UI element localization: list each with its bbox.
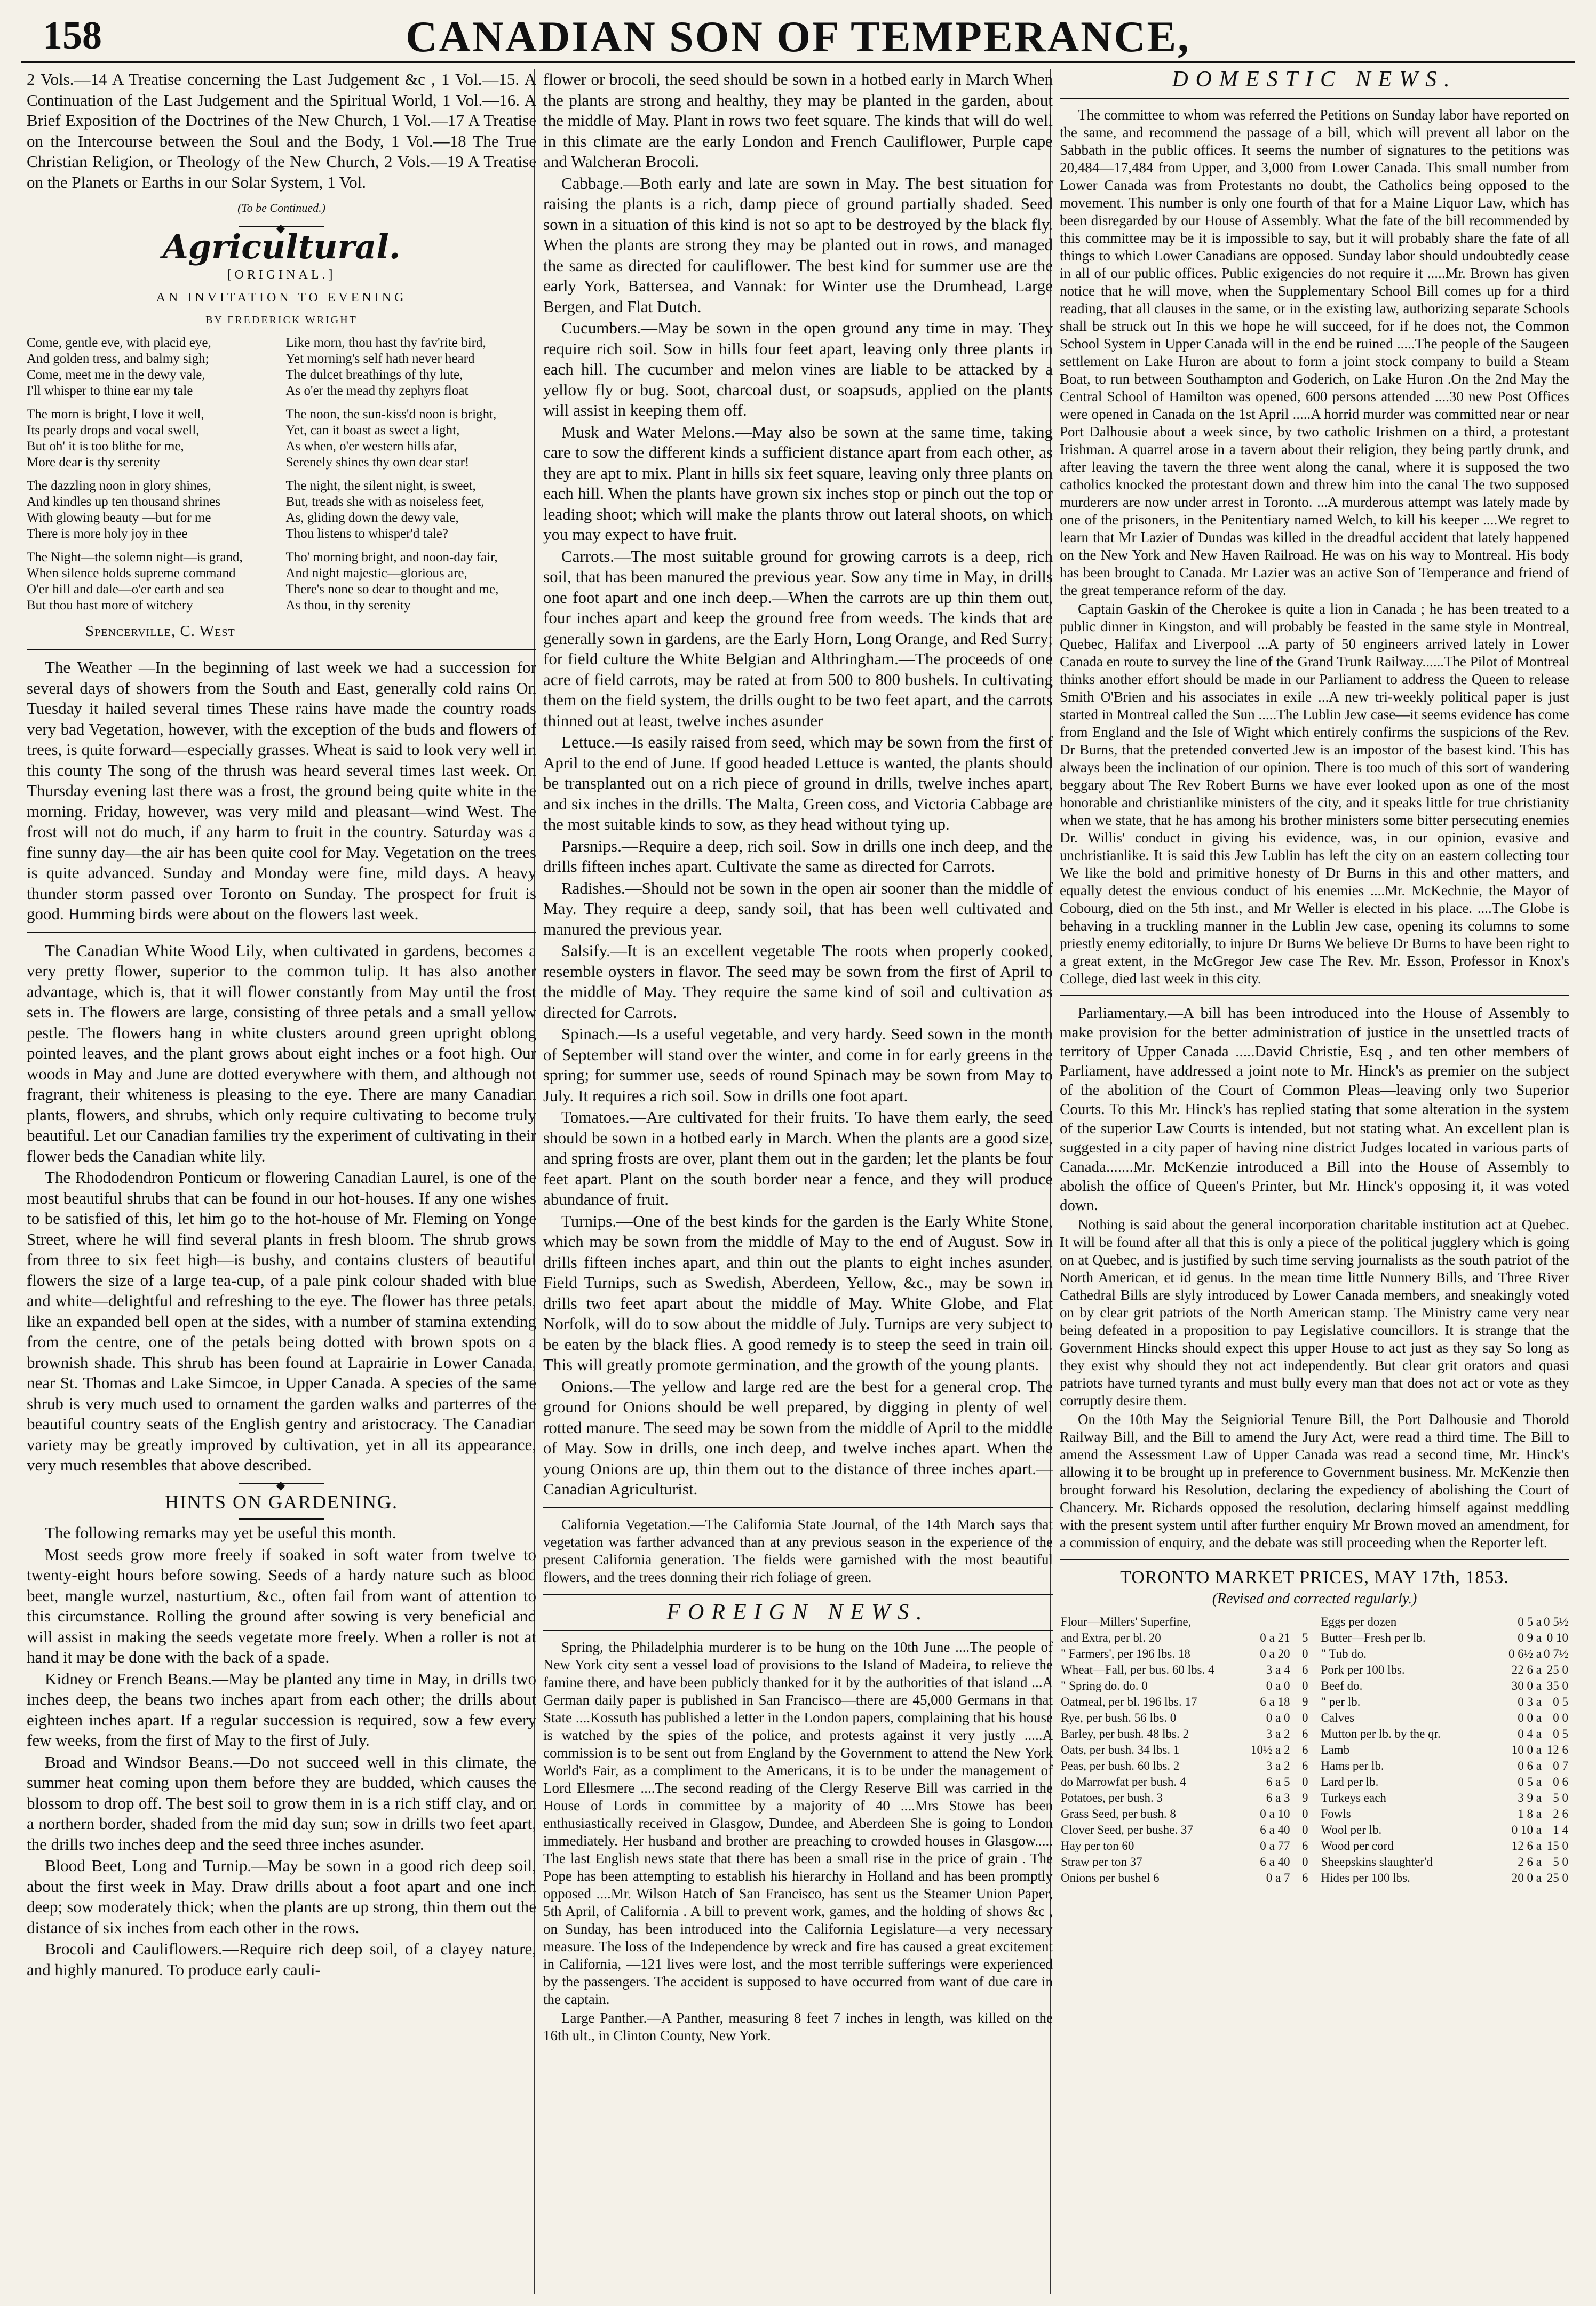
parliament-news: Nothing is said about the general incorporation charitable institution act at Quebec. It will be found after all that this is only a piece of the political jugglery which is going on at Quebec, and is justified by such time serving journalists as the south patriot of the North American, et id genus. In the mean time little Nunnery Bills, and Three River Cathedral Bills are slyly introduced by Lower Canada members, and sneakingly voted on by clear grit patriots of the North American stamp. The Ministry came very near being defeated in a proposition to pay Legislative councillors. It is strange that the Government Hincks should expect this upper House to act just as they say So long as they exist why should they not act independently. But clear grit orators and quasi patriots have turned tyrants and must bully every man that does not act or vote as they corruptly desire them. [1060, 1216, 1569, 1409]
gardening-paragraph: Spinach.—Is a useful vegetable, and very hardy. Seed sown in the month of September will stand over the winter, and come in for early greens in the spring; for summer use, seeds of round Spinach may be sown from May to July. It requires a rich soil. Sow in drills one foot apart. [543, 1024, 1053, 1105]
market-row [1320, 1774, 1570, 1790]
market-row [1060, 1630, 1309, 1646]
foreign-news-body: Spring, the Philadelphia murderer is to be hung on the 10th June ....The people of New York city sent a vessel load of provisions to the Island of Madeira, to relieve the famine there, and have been publicly thanked for it by the authorities of that island ...A German daily paper is published in San Francisco—there are 45,000 Germans in that State ....Kossuth has published a letter in the London papers, complaining that his house is watched by the spies of the police, and protests against it very justly .....A commission is to be sent out from England by the Government to attend the New York World's Fair, as a compliment to the Americans, it is to be under the management of Lord Ellesmere ....The second reading of the Clergy Reserve Bill was carried in the House of Lords in committee by a majority of 40 ....Mrs Stowe has been enthusiastically received in Glasgow, Dundee, and Aberdeen She is going to London immediately. Her husband and brother are preaching to crowded houses in Glasgow..... The last English news state that there has been a small rise in the price of grain . The Pope has been attempting to establish his hierarchy in Holland and has been promptly opposed ....Mr. Wilson Hatch of San Francisco, has sent us the Steamer Union Paper, 5th April, of California . A bill to prevent work, games, and the holding of shows &c , on Sunday, has been introduced into the California Legislature—a very necessary measure. The loss of the Independence by wreck and fire has caused a great excitement in California, —121 lives were lost, and the most terrible sufferings were experienced by the passengers. The accident is supposed to have occurred from want of due care in the captain. [543, 1639, 1053, 2007]
market-cell: 20 0 a [1511, 1871, 1542, 1884]
market-cell: 0 0 [1553, 1711, 1568, 1724]
market-cell: 35 0 [1546, 1679, 1568, 1692]
market-cell: " Tub do. [1321, 1647, 1367, 1660]
market-row [1320, 1662, 1570, 1678]
market-cell: 0 6 [1553, 1775, 1568, 1788]
market-cell: 12 6 a [1511, 1839, 1542, 1852]
market-cell: 9 [1302, 1695, 1308, 1708]
gardening-paragraph: Onions.—The yellow and large red are the best for a general crop. The ground for Onions should be well prepared, by digging in plenty of well rotted manure. The seed may be sown from the middle of April to the middle of May. Sow in drills, one inch deep, and twelve inches apart. When the young Onions are up, thin them out to the distance of three inches apart.—Canadian Agriculturist. [543, 1377, 1053, 1498]
market-cell: Potatoes, per bush. 3 [1061, 1791, 1163, 1804]
market-cell: 0 0 a [1518, 1711, 1542, 1724]
gardening-paragraph: Salsify.—It is an excellent vegetable The roots when properly cooked, resemble oysters in flavor. The seed may be sown from the first of April to the middle of May. They require the same kind of soil and cultivation as directed for Carrots. [543, 941, 1053, 1022]
market-row [1060, 1694, 1309, 1710]
hints-title: HINTS ON GARDENING. [165, 1491, 398, 1513]
market-row [1060, 1790, 1309, 1806]
market-cell: Rye, per bush. 56 lbs. 0 [1061, 1711, 1177, 1724]
market-cell: Onions per bushel 6 [1061, 1871, 1160, 1884]
article-weather: The Weather —In the beginning of last week we had a succession for several days of showers from the South and East, generally cold rains On Tuesday it hailed several times These rains have made the country roads very bad Vegetation, however, with the exception of the buds and flowers of trees, is quite forward—especially grasses. Wheat is said to look very well in this county The song of the thrush was heard several times last week. On Thursday evening last there was a frost, the ground being quite white in the morning. Friday, however, was very mild and pleasant—wind West. The frost will not do much, if any harm to fruit in the country. Saturday was a fine sunny day—the air has been quite cool for May. Vegetation on the trees is quite advanced. Sunday and Monday were fine, mild days. A heavy thunder storm passed over Toronto on Sunday. The prospect for fruit is good. Humming birds were about on the flowers last week. [27, 658, 536, 923]
market-cell: 0 a 7 [1266, 1871, 1290, 1884]
market-cell: 10½ a 2 [1251, 1743, 1290, 1756]
market-cell: Wood per cord [1321, 1839, 1394, 1852]
market-cell: do Marrowfat per bush. 4 [1061, 1775, 1186, 1788]
market-cell: Hides per 100 lbs. [1321, 1871, 1410, 1884]
gardening-paragraph: Carrots.—The most suitable ground for growing carrots is a deep, rich soil, that has been manured the previous year. Sow any time in May, in drills one foot apart and one inch deep.—When the carrots are up thin them out, four inches apart and keep the ground free from weeds. The kinds that are generally sown in gardens, are the Early Horn, Long Orange, and Red Surry; for field culture the White Belgian and Althringham.—The proceeds of one acre of field carrots, may be rated at from 500 to 800 bushels. In cultivating them on the field system, the drills ought to be two feet apart, and the carrots thinned out at least, twelve inches asunder [543, 546, 1053, 730]
poem-stanza [27, 407, 536, 471]
page-header [21, 11, 1575, 63]
market-cell: 0 5½ [1544, 1615, 1568, 1628]
market-row [1320, 1870, 1570, 1886]
article-rhododendron: The Rhododendron Ponticum or flowering Canadian Laurel, is one of the most beautiful shrubs that can be found in our hot-houses. If any one wishes to be satisfied of this, let him go to the hot-house of Mr. Fleming on Yonge Street, where he will find several plants in fresh bloom. The shrub grows from three to six feet high—is bushy, and contains clusters of beautiful flowers the size of a large tea-cup, of a pale pink colour shaded with blue and white—delightful and refreshing to the eye. The flower has three petals, like an expanded bell open at the sides, with a number of stamina extending from the centre, one of the petals being dotted with brown spots on a brownish shade. This shrub has been found at Laprairie in Lower Canada, near St. Thomas and Lake Simcoe, in Upper Canada. A species of the same shrub is very much used to ornament the garden walks and parterres of the beautiful country seats of the English gentry and aristocracy. The Canadian variety may be greatly improved by cultivation, yet in all its appearance, very much resembles that above described. [27, 1168, 536, 1474]
divider [239, 226, 324, 227]
gardening-paragraph: Musk and Water Melons.—May also be sown at the same time, taking care to sow the different kinds a sufficient distance apart from each other, as they are apt to mix. Plant in hills six feet square, leaving only three plants on each hill. When the plants have grown six inches stop or pinch out the top or leading shoot; which will make the plants throw out lateral shoots, on which you may expect to have fruit. [543, 422, 1053, 544]
market-cell: 6 [1302, 1663, 1308, 1676]
continued-note: (To be Continued.) [237, 201, 325, 214]
gardening-paragraph: Tomatoes.—Are cultivated for their fruits. To have them early, the seed should be sown in a hotbed early in March. When the plants are a good size, and spring frosts are over, plant them out in the garden; let the plants be four feet apart. Plant on the south border near a fence, and they will produce abundance of fruit. [543, 1108, 1053, 1208]
market-row [1320, 1630, 1570, 1646]
market-cell: Fowls [1321, 1807, 1351, 1820]
market-row [1320, 1838, 1570, 1854]
market-cell: 0 [1302, 1711, 1308, 1724]
article-california: California Vegetation.—The California State Journal, of the 14th March says that vegetation was farther advanced than at any previous season in the experience of the present California generation. The fields were garnished with the most beautiful flowers, and the trees donning their rich foliage of green. [543, 1516, 1053, 1585]
market-cell: 6 [1302, 1759, 1308, 1772]
market-cell: 0 10 a [1511, 1823, 1542, 1836]
market-cell: 1 8 a [1518, 1807, 1542, 1820]
market-cell: Pork per 100 lbs. [1321, 1663, 1405, 1676]
market-cell: 0 [1302, 1679, 1308, 1692]
market-cell: 0 [1302, 1807, 1308, 1820]
market-cell: Butter—Fresh per lb. [1321, 1631, 1426, 1644]
market-row [1060, 1806, 1309, 1822]
market-cell: Lard per lb. [1321, 1775, 1379, 1788]
market-row [1060, 1726, 1309, 1742]
market-cell: Sheepskins slaughter'd [1321, 1855, 1433, 1868]
market-row [1320, 1790, 1570, 1806]
section-title-agricultural: Agricultural. [162, 227, 401, 266]
hint-paragraph: The following remarks may yet be useful this month. [45, 1523, 396, 1542]
market-cell: 0 7½ [1544, 1647, 1568, 1660]
market-row [1320, 1758, 1570, 1774]
market-table-right [1320, 1614, 1570, 1886]
market-cell: 5 [1302, 1631, 1308, 1644]
hint-paragraph: Broad and Windsor Beans.—Do not succeed well in this climate, the summer heat coming upon them before they are budded, which causes the blossom to drop off. The best soil to grow them in is a rich stiff clay, and on a northern border, shaded from the mid day sun; sow in drills two feet apart, the drills two inches deep and the seed three inches asunder. [27, 1752, 536, 1854]
hint-paragraph: Most seeds grow more freely if soaked in soft water from twelve to twenty-eight hours before sowing. Seeds of a hardy nature such as blood beet, mangle wurzel, nasturtium, &c., often fail from want of attention to this circumstance. Rolling the ground after sowing is very beneficial and will assist in making the seeds vegetate more freely. When a roller is not at hand it may be done with the back of a spade. [27, 1545, 536, 1666]
divider [1060, 98, 1569, 99]
parliament-news: On the 10th May the Seigniorial Tenure Bill, the Port Dalhousie and Thorold Railway Bill, and the Bill to amend the Jury Act, were read a third time. The Bill to amend the Assessment Law of Upper Canada was read a second time, Mr. Hinck's allowing it to be brought up in preference to Government business. Mr. McKenzie then brought forward his Resolution, declaring the expediency of abolishing the Court of Chancery. Mr. Richards opposed the resolution, declaring himself against meddling with the present system until after further enquiry Mr Brown moved an amendment, for a commission of enquiry, and the debate was still proceeding when the Reporter left. [1060, 1411, 1569, 1550]
market-cell: 6 a 18 [1260, 1695, 1290, 1708]
poem-stanza-right: The noon, the sun-kiss'd noon is bright, Yet, can it boast as sweet a light, As when, o'er western hills afar, Serenely shines thy own dear star! [285, 407, 497, 470]
gardening-paragraph: Turnips.—One of the best kinds for the garden is the Early White Stone, which may be sown from the middle of May to the end of August. Sow in drills fifteen inches apart, and thin out the plants to eight inches asunder. Field Turnips, such as Swedish, Aberdeen, Yellow, &c., may be sown in drills two feet apart about the middle of May. White Globe, and Flat Norfolk, will do to sow about the middle of July. Turnips are very subject to be eaten by the black flies. A good remedy is to steep the seed in train oil. This will greatly promote germination, and the growth of the young plants. [543, 1211, 1053, 1374]
gardening-paragraph: Radishes.—Should not be sown in the open air sooner than the middle of May. They require a deep, sandy soil, that has been well cultivated and manured the previous year. [543, 878, 1053, 939]
poem-title: AN INVITATION TO EVENING [156, 290, 407, 305]
poem-stanza-left: The Night—the solemn night—is grand, When silence holds supreme command O'er hill and dale—o'er earth and sea But thou hast more of witchery [27, 550, 243, 613]
market-cell: 6 [1302, 1743, 1308, 1756]
market-cell [1250, 1614, 1291, 1630]
market-cell: 6 a 5 [1266, 1775, 1290, 1788]
market-row [1060, 1710, 1309, 1726]
market-cell: 0 5 [1553, 1727, 1568, 1740]
poem-place: Spencerville, C. West [85, 622, 235, 640]
market-row [1320, 1646, 1570, 1662]
market-cell: and Extra, per bl. 20 [1061, 1631, 1161, 1644]
market-cell: 0 6 a [1518, 1759, 1542, 1772]
market-cell: 0 3 a [1518, 1695, 1542, 1708]
market-cell: 0 [1302, 1855, 1308, 1868]
market-cell: Barley, per bush. 48 lbs. 2 [1061, 1727, 1189, 1740]
market-row [1060, 1822, 1309, 1838]
market-row [1320, 1854, 1570, 1870]
market-cell: 1 4 [1553, 1823, 1568, 1836]
market-cell: " Spring do. do. 0 [1061, 1679, 1148, 1692]
market-cell: 6 [1302, 1871, 1308, 1884]
market-cell: " per lb. [1321, 1695, 1361, 1708]
market-cell: Flour—Millers' Superfine, [1061, 1615, 1192, 1628]
market-table-left [1060, 1614, 1309, 1886]
market-subtitle: (Revised and corrected regularly.) [1212, 1591, 1417, 1607]
market-cell: 2 6 [1553, 1807, 1568, 1820]
market-row [1320, 1726, 1570, 1742]
market-cell: " Farmers', per 196 lbs. 18 [1061, 1647, 1190, 1660]
hint-paragraph: Brocoli and Cauliflowers.—Require rich deep soil, of a clayey nature, and highly manured. To produce early cauli- [27, 1939, 536, 1979]
market-cell: 5 0 [1553, 1855, 1568, 1868]
gardening-paragraph: Lettuce.—Is easily raised from seed, which may be sown from the first of April to the end of June. If good headed Lettuce is wanted, the plants should be transplanted out on a rich piece of ground in drills, twelve inches apart, and six inches in the drills. The Malta, Green coss, and Victoria Cabbage are the most suitable kinds to sow, as they head without tying up. [543, 733, 1053, 833]
market-cell: Wheat—Fall, per bus. 60 lbs. 4 [1061, 1663, 1214, 1676]
divider [1060, 1559, 1569, 1560]
market-cell: 3 9 a [1518, 1791, 1542, 1804]
article-lily: The Canadian White Wood Lily, when cultivated in gardens, becomes a very pretty flower, superior to the common tulip. It has also another advantage, which is, that it will flower constantly from May until the frost sets in. The flowers are large, consisting of three petals and a small yellow pestle. The flowers hang in white clusters around green upright oblong pointed leaves, and the plant grows about eight inches or a foot high. Our woods in May and June are dotted everywhere with them, and although not fragrant, their whiteness is pleasing to the eye. There are many Canadian plants, flowers, and shrubs, which only require cultivating to become truly beautiful. Let our Canadian families try the experiment of cultivating in their flower beds the Canadian white lily. [27, 941, 536, 1165]
page-number: 158 [43, 14, 102, 58]
market-cell: 0 a 20 [1260, 1647, 1290, 1660]
market-cell: 9 [1302, 1791, 1308, 1804]
poem-stanza-left: The dazzling noon in glory shines, And kindles up ten thousand shrines With glowing beauty —but for me There is more holy joy in thee [27, 478, 221, 541]
market-row [1060, 1678, 1309, 1694]
market-cell: 25 0 [1546, 1663, 1568, 1676]
market-cell: 0 7 [1553, 1759, 1568, 1772]
market-row [1320, 1614, 1570, 1630]
poem-stanza-left: The morn is bright, I love it well, Its pearly drops and vocal swell, But oh' it is too blithe for me, More dear is thy serenity [27, 407, 204, 470]
market-cell: 0 [1302, 1823, 1308, 1836]
market-cell: 3 a 4 [1266, 1663, 1290, 1676]
market-cell: Straw per ton 37 [1061, 1855, 1142, 1868]
divider [239, 1483, 324, 1484]
market-title: TORONTO MARKET PRICES, MAY 17th, 1853. [1120, 1567, 1509, 1587]
market-cell: 0 5 a [1518, 1615, 1542, 1628]
foreign-news-title: FOREIGN NEWS. [666, 1600, 930, 1625]
hint-paragraph: Kidney or French Beans.—May be planted any time in May, in drills two inches deep, the beans two inches apart from each other; the drills about eighteen inches apart. If a regular succession is required, sow a few every few weeks, from the first of May to the first of July. [27, 1669, 536, 1750]
column-2 [543, 69, 1053, 2289]
market-cell: Clover Seed, per bushe. 37 [1061, 1823, 1193, 1836]
gardening-paragraph: Parsnips.—Require a deep, rich soil. Sow in drills one inch deep, and the drills fifteen inches apart. Cultivate the same as directed for Carrots. [543, 836, 1053, 876]
market-cell: Wool per lb. [1321, 1823, 1382, 1836]
market-cell: 3 a 2 [1266, 1759, 1290, 1772]
market-cell: 25 0 [1546, 1871, 1568, 1884]
market-cell: 0 5 a [1518, 1775, 1542, 1788]
market-cell: Beef do. [1321, 1679, 1363, 1692]
market-cell: 12 6 [1546, 1743, 1568, 1756]
domestic-news-body: Captain Gaskin of the Cherokee is quite a lion in Canada ; he has been treated to a public dinner in Kingston, and will probably be feasted in the same style in Montreal, Quebec, Halifax and Liverpool ...A party of 50 engineers arrived lately in Lower Canada en route to survey the line of the Grand Trunk Railway......The Pilot of Montreal thinks another effort should be made in our Parliament to address the Queen to release Smith O'Brien and his associates in exile ...A new tri-weekly political paper is just started in Montreal called the Sun .....The Lublin Jew case—it seems evidence has come from England and the Isle of Wight which entirely confirms the suspicions of the Rev. Dr Burns, that the pretended converted Jew is an impostor of the basest kind. This has always been the inclination of our opinion. There is too much of this sort of wandering beggary about The Rev Robert Burns we have ever looked upon as one of the most honorable and christianlike ministers of the city, and it speaks little for true christianity when we state, that he has among his brother ministers some bitter persecuting enemies Dr. Willis' conduct in giving his evidence, was, in our opinion, evasive and unchristianlike. It is said this Jew Lublin has left the city on an eastern collecting tour We like the bold and primitive honesty of Dr Burns in this and other matters, and equally detest the envious conduct of his enemies ....Mr. McKechnie, the Mayor of Cobourg, died on the 5th inst., and Mr Weller is elected in his place. ....The Globe is behaving in a truckling manner in the Lublin Jew case, opening its columns to some priestly enemy editorially, to injure Dr Burns We believe Dr Burns to have been right to a great extent, in the McGregor Jew case The Rev. Mr. Esson, Professor in Knox's College, died last week in this city. [1060, 600, 1569, 987]
column-3 [1060, 69, 1569, 2289]
column-1 [27, 69, 536, 2289]
market-row [1320, 1710, 1570, 1726]
market-cell: 10 0 a [1511, 1743, 1542, 1756]
market-row [1060, 1870, 1309, 1886]
divider [1060, 995, 1569, 996]
masthead: CANADIAN SON OF TEMPERANCE, [406, 12, 1190, 61]
market-cell: 6 a 40 [1260, 1855, 1290, 1868]
market-row [1060, 1758, 1309, 1774]
original-tag: [ORIGINAL.] [227, 268, 336, 282]
market-cell: Hay per ton 60 [1061, 1839, 1134, 1852]
market-cell [1291, 1614, 1309, 1630]
market-cell: Mutton per lb. by the qr. [1321, 1727, 1441, 1740]
poem [27, 335, 536, 614]
market-cell: 0 5 [1553, 1695, 1568, 1708]
foreign-news-panther: Large Panther.—A Panther, measuring 8 feet 7 inches in length, was killed on the 16th ult., in Clinton County, New York. [543, 2010, 1053, 2043]
poem-stanza [27, 478, 536, 542]
poem-author: BY FREDERICK WRIGHT [205, 314, 358, 326]
market-cell: 0 a 10 [1260, 1807, 1290, 1820]
market-cell: 15 0 [1546, 1839, 1568, 1852]
poem-stanza-right: Tho' morning bright, and noon-day fair, And night majestic—glorious are, There's none so dear to thought and me, As thou, in thy serenity [285, 550, 499, 613]
market-cell: 0 4 a [1518, 1727, 1542, 1740]
market-cell: 6 [1302, 1839, 1308, 1852]
market-row [1320, 1806, 1570, 1822]
divider [543, 1594, 1053, 1595]
market-cell: Calves [1321, 1711, 1355, 1724]
market-cell: Oatmeal, per bl. 196 lbs. 17 [1061, 1695, 1197, 1708]
market-cell: Oats, per bush. 34 lbs. 1 [1061, 1743, 1180, 1756]
market-row [1060, 1742, 1309, 1758]
market-cell: Lamb [1321, 1743, 1350, 1756]
market-cell: 0 a 0 [1266, 1711, 1290, 1724]
poem-stanza [27, 335, 536, 399]
divider [27, 649, 536, 650]
gardening-paragraph: flower or brocoli, the seed should be sown in a hotbed early in March When the plants are strong and healthy, they may be planted in the garden, about the middle of May. Plant in rows two feet square. The kinds that will do well in this climate are the early London and French Cauliflower, Purple cape and Walcheran Brocoli. [543, 70, 1053, 171]
market-cell: 0 a 21 [1260, 1631, 1290, 1644]
poem-stanza-left: Come, gentle eve, with placid eye, And golden tress, and balmy sigh; Come, meet me in the dewy vale, I'll whisper to thine ear my tale [27, 335, 211, 398]
divider [239, 1518, 324, 1520]
market-row [1060, 1774, 1309, 1790]
market-cell: Eggs per dozen [1321, 1615, 1397, 1628]
market-row [1320, 1694, 1570, 1710]
market-cell: 3 a 2 [1266, 1727, 1290, 1740]
market-cell: 6 [1302, 1727, 1308, 1740]
market-row [1320, 1678, 1570, 1694]
market-cell: Peas, per bush. 60 lbs. 2 [1061, 1759, 1180, 1772]
market-row [1060, 1614, 1309, 1630]
market-row [1320, 1742, 1570, 1758]
gardening-paragraph: Cabbage.—Both early and late are sown in May. The best situation for raising the plants is a rich, damp piece of ground partially shaded. Seed sown in a situation of this kind is not so apt to be destroyed by the black fly. When the plants are strong they may be planted out in rows, and managed the same as directed for cauliflower. The best kind for summer use are the early York, Battersea, and Vannak: for Winter use the Drumhead, Large Bergen, and Flat Dutch. [543, 173, 1053, 316]
parliament-news: Parliamentary.—A bill has been introduced into the House of Assembly to make provision for the better administration of justice in the unsettled tracts of territory of Upper Canada .....David Christie, Esq , and ten other members of Parliament, have addressed a joint note to Mr. Hinck's as premier on the subject of the abolition of the Court of Common Pleas—leaving only two Superior Courts. To this Mr. Hinck's has replied stating that some alteration in the system of the superior Law Courts is intended, but not stating what. An excellent plan is suggested in a city paper of having nine district Judges located in various parts of Canada.......Mr. McKenzie introduced a Bill into the House of Assembly to abolish the office of Queen's Printer, but Mr. Hinck's opposing it, it was voted down. [1060, 1004, 1569, 1214]
market-cell: 2 6 a [1518, 1855, 1542, 1868]
market-cell: Hams per lb. [1321, 1759, 1384, 1772]
market-cell: Turkeys each [1321, 1791, 1386, 1804]
divider [543, 1507, 1053, 1508]
market-cell: 6 a 40 [1260, 1823, 1290, 1836]
domestic-news-body: The committee to whom was referred the Petitions on Sunday labor have reported on the same, and recommend the passage of a bill, which will prevent all labor on the Sabbath in the public offices. It seems the number of signatures to the petitions was 20,484—17,484 from Upper, and 3,000 from Lower Canada. This small number from Lower Canada was from Protestants no doubt, the Catholics being opposed to the movement. This number is only one fourth of that for a Maine Liquor Law, which has been disregarded by our House of Assembly. What the fate of the bill recommended by this committee may be it is impossible to say, but it will probably share the fate of all things to which Lower Canadians are opposed. Sunday labor should undoubtedly cease in all of our public offices. Public exigencies do not require it .....Mr. Brown has given notice that he will move, when the Supplementary School Bill comes up for a third reading, that all clauses in the same, or in the existing law, authorizing separate Schools shall be struck out In this we hope he will succeed, for if he does not, the Common School System in Upper Canada will in the end be ruined .....The people of the Saugeen settlement on Lake Huron are about to form a joint stock company to build a Steam Boat, to run between Southampton and Goderich, on Lake Huron .On the 2nd May the Central School of Hamilton was opened, 600 persons attended ....30 new Post Offices were opened in Canada on the 1st April .....A horrid murder was committed near or near Port Dalhousie about a week since, by two catholic Irishmen on a third, a protestant Irishman. A quarrel arose in a tavern about their religion, they being partly drunk, and after leaving the tavern the three went along the canal, where it is supposed the two catholics knocked the protestant down and threw him into the canal The two supposed murderers are now under arrest in Toronto. ...A murderous attempt was lately made by one of the prisoners, in the Penitentiary named Welch, to kill his keeper ....We regret to learn that Mr Lazier of Dundas was killed in the dreadful accident that lately happened on the New York and New Haven Railroad. He was on his way to Montreal. His body has been brought to Canada. Mr Lazier was an active Son of Temperance and friend of the great temperance reform of the day. [1060, 106, 1569, 598]
divider [27, 932, 536, 933]
domestic-news-title: DOMESTIC NEWS. [1172, 69, 1457, 92]
market-row [1060, 1662, 1309, 1678]
market-cell: 0 a 77 [1260, 1839, 1290, 1852]
book-list: 2 Vols.—14 A Treatise concerning the Last Judgement &c , 1 Vol.—15. A Continuation of the Last Judgement and the Spiritual World, 1 Vol.—16. A Brief Exposition of the Doctrines of the New Church, 1 Vol.—17 A Treatise on the Intercourse between the Soul and the Body, 1 Vol.—18 The True Christian Religion, or Theology of the New Church, 2 Vols.—19 A Treatise on the Planets or Earths in our Solar System, 1 Vol. [27, 70, 536, 192]
market-row [1320, 1822, 1570, 1838]
poem-stanza-right: The night, the silent night, is sweet, But, treads she with as noiseless feet, As, gliding down the dewy vale, Thou listens to whisper'd tale? [285, 478, 485, 541]
market-cell: 0 9 a [1518, 1631, 1542, 1644]
market-row [1060, 1646, 1309, 1662]
market-cell: 0 a 0 [1266, 1679, 1290, 1692]
market-cell: 22 6 a [1511, 1663, 1542, 1676]
poem-stanza-right: Like morn, thou hast thy fav'rite bird, Yet morning's self hath never heard The dulcet breathings of thy lute, As o'er the mead thy zephyrs float [285, 335, 486, 398]
market-row [1060, 1838, 1309, 1854]
market-cell: 0 10 [1546, 1631, 1568, 1644]
gardening-paragraph: Cucumbers.—May be sown in the open ground any time in may. They require rich soil. Sow in hills four feet apart, leaving only three plants in each hill. The cucumber and melon vines are liable to be attacked by a yellow fly or bug. Soot, charcoal dust, or soapsuds, applied on the plants will assist in keeping them off. [543, 319, 1053, 419]
market-cell: 6 a 3 [1266, 1791, 1290, 1804]
market-cell: 0 [1302, 1775, 1308, 1788]
market-row [1060, 1854, 1309, 1870]
market-prices [1060, 1614, 1569, 1886]
market-cell: 30 0 a [1511, 1679, 1542, 1692]
divider [543, 1630, 1053, 1631]
poem-stanza [27, 550, 536, 614]
market-cell: Grass Seed, per bush. 8 [1061, 1807, 1176, 1820]
market-cell: 5 0 [1553, 1791, 1568, 1804]
hint-paragraph: Blood Beet, Long and Turnip.—May be sown in a good rich deep soil, about the first week in May. Draw drills about a foot apart and one inch deep; sow moderately thick; when the plants are up strong, thin them out the distance of six inches from each other in the rows. [27, 1856, 536, 1937]
market-cell: 0 [1302, 1647, 1308, 1660]
market-cell: 0 6½ a [1508, 1647, 1542, 1660]
